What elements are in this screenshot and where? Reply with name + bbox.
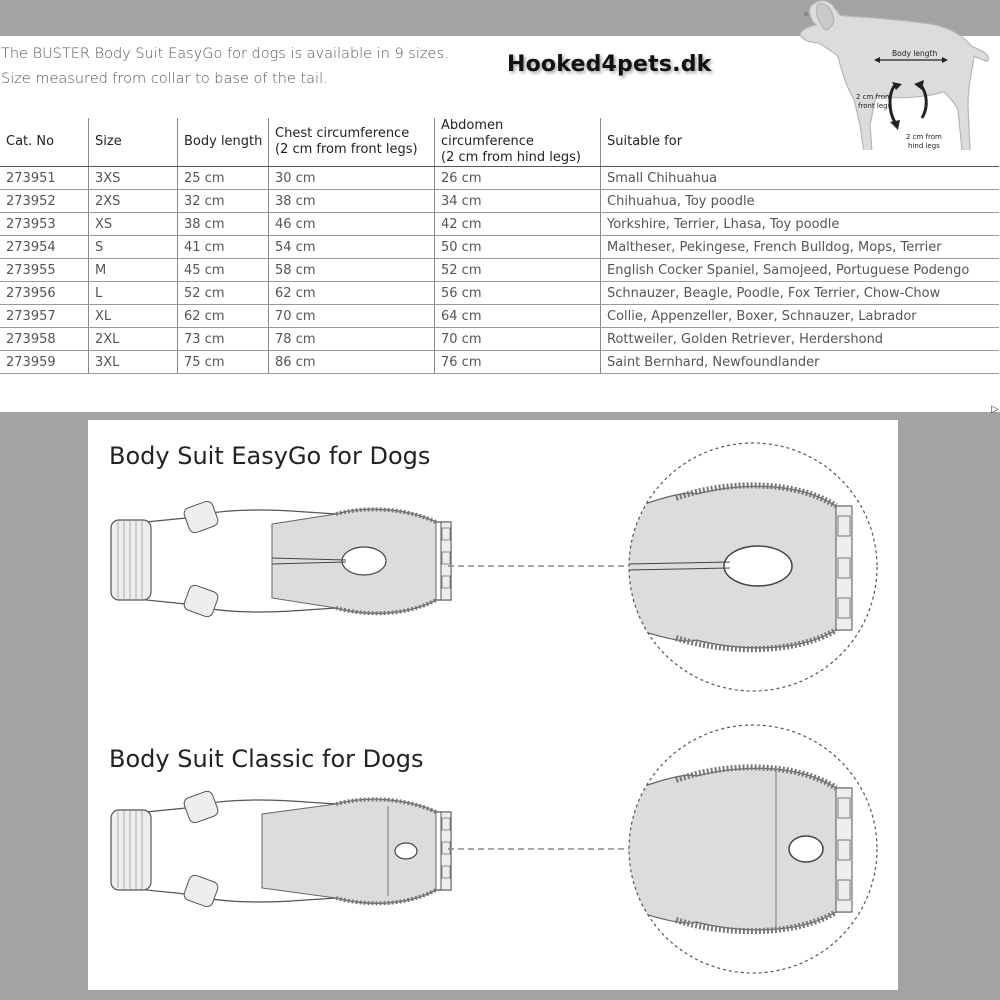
classic-zoom-circle [626,722,882,978]
table-row [0,236,999,259]
easygo-title: Body Suit EasyGo for Dogs [109,442,431,470]
body-length-label: Body length [892,49,938,58]
table-row [0,167,999,190]
cell-body-length: 25 cm [178,167,269,190]
cell-body-length: 62 cm [178,305,269,328]
table-row [0,305,999,328]
cell-body-length: 45 cm [178,259,269,282]
table-row [0,351,999,374]
suit-diagrams-panel [88,420,898,990]
cell-suitable-for: Chihuahua, Toy poodle [601,190,1000,213]
cell-body-length: 75 cm [178,351,269,374]
size-table [0,118,999,374]
header-abdomen: Abdomen circumference (2 cm from hind legs) [435,118,601,167]
cell-abdomen: 64 cm [435,305,601,328]
cell-suitable-for: Maltheser, Pekingese, French Bulldog, Mops, Terrier [601,236,1000,259]
cell-suitable-for: Schnauzer, Beagle, Poodle, Fox Terrier, Chow-Chow [601,282,1000,305]
cell-abdomen: 76 cm [435,351,601,374]
cell-abdomen: 26 cm [435,167,601,190]
cell-cat-no: 273951 [0,167,89,190]
cell-cat-no: 273954 [0,236,89,259]
cell-body-length: 41 cm [178,236,269,259]
table-header-row [0,118,999,167]
cell-size: 2XS [89,190,178,213]
cell-cat-no: 273957 [0,305,89,328]
classic-suit-drawing [106,790,456,910]
cell-size: M [89,259,178,282]
cell-chest: 38 cm [269,190,435,213]
cell-cat-no: 273952 [0,190,89,213]
header-size: Size [89,118,178,167]
cell-abdomen: 70 cm [435,328,601,351]
cell-cat-no: 273958 [0,328,89,351]
cell-abdomen: 50 cm [435,236,601,259]
cell-size: S [89,236,178,259]
cell-suitable-for: Collie, Appenzeller, Boxer, Schnauzer, Labrador [601,305,1000,328]
classic-title: Body Suit Classic for Dogs [109,745,424,773]
connector-lines [448,420,638,990]
mouse-cursor-icon: ▷ [991,404,999,415]
cell-body-length: 32 cm [178,190,269,213]
table-row [0,190,999,213]
table-row [0,259,999,282]
cell-chest: 46 cm [269,213,435,236]
intro-line-2: Size measured from collar to base of the tail. [1,71,328,87]
easygo-zoom-circle [626,440,882,696]
front-legs-label-1: 2 cm from [856,93,892,101]
header-suitable-for: Suitable for [601,118,1000,167]
hind-legs-label-1: 2 cm from [906,133,942,141]
cell-suitable-for: Saint Bernhard, Newfoundlander [601,351,1000,374]
cell-size: XL [89,305,178,328]
cell-body-length: 52 cm [178,282,269,305]
cell-cat-no: 273959 [0,351,89,374]
cell-size: 2XL [89,328,178,351]
header-chest: Chest circumference (2 cm from front legs) [269,118,435,167]
cell-chest: 54 cm [269,236,435,259]
cell-chest: 58 cm [269,259,435,282]
easygo-suit-drawing [106,500,456,620]
intro-line-1: The BUSTER Body Suit EasyGo for dogs is available in 9 sizes. [1,46,449,62]
header-body-length: Body length [178,118,269,167]
intro-text [1,42,449,92]
cell-body-length: 38 cm [178,213,269,236]
cell-size: 3XS [89,167,178,190]
cell-size: 3XL [89,351,178,374]
table-row [0,328,999,351]
watermark-text: Hooked4pets.dk [507,52,712,77]
cell-suitable-for: Small Chihuahua [601,167,1000,190]
cell-chest: 30 cm [269,167,435,190]
cell-abdomen: 42 cm [435,213,601,236]
cell-cat-no: 273956 [0,282,89,305]
cell-cat-no: 273955 [0,259,89,282]
cell-abdomen: 52 cm [435,259,601,282]
cell-size: L [89,282,178,305]
cell-abdomen: 34 cm [435,190,601,213]
cell-chest: 70 cm [269,305,435,328]
cell-chest: 86 cm [269,351,435,374]
front-legs-label-2: front legs [858,102,892,110]
cell-body-length: 73 cm [178,328,269,351]
cell-chest: 78 cm [269,328,435,351]
cell-abdomen: 56 cm [435,282,601,305]
cell-suitable-for: Yorkshire, Terrier, Lhasa, Toy poodle [601,213,1000,236]
table-row [0,213,999,236]
header-cat-no: Cat. No [0,118,89,167]
cell-chest: 62 cm [269,282,435,305]
hind-legs-label-2: hind legs [908,142,940,150]
cell-cat-no: 273953 [0,213,89,236]
cell-suitable-for: Rottweiler, Golden Retriever, Herdershond [601,328,1000,351]
cell-size: XS [89,213,178,236]
table-row [0,282,999,305]
cell-suitable-for: English Cocker Spaniel, Samojeed, Portuguese Podengo [601,259,1000,282]
